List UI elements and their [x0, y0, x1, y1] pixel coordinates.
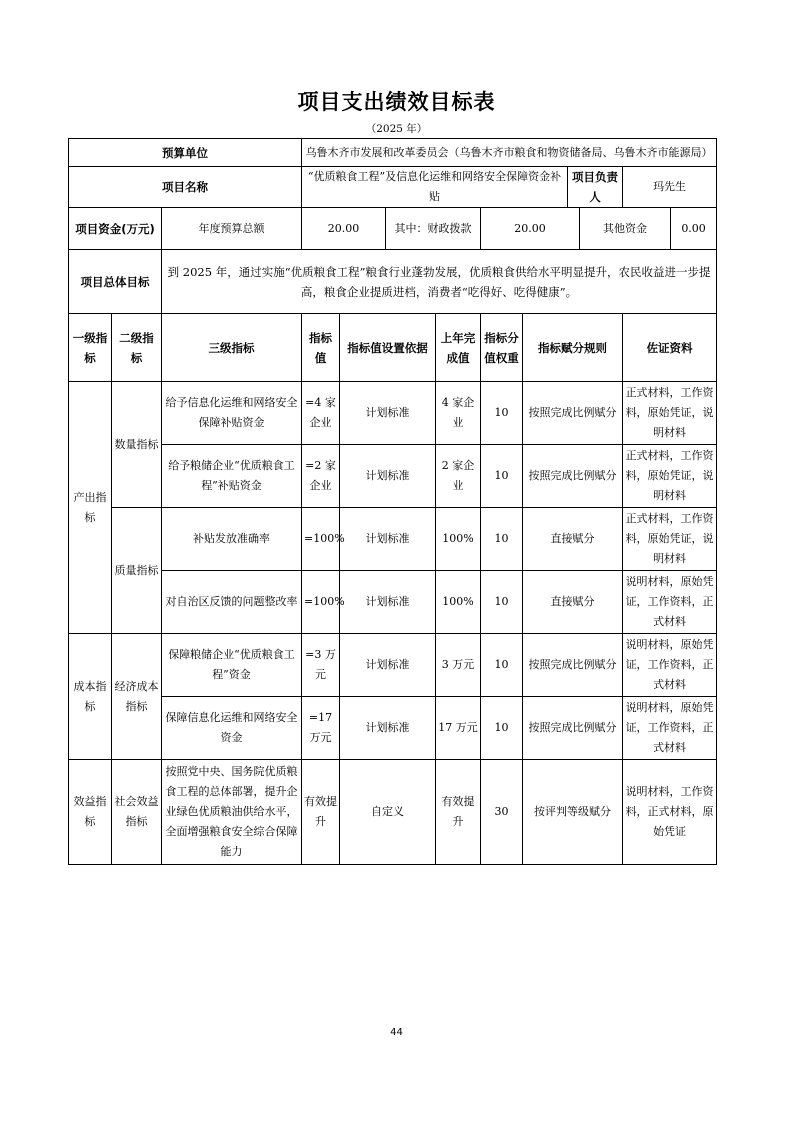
fiscal-allocation-label: 其中：财政拨款: [386, 208, 481, 250]
indicator-rule: 按照完成比例赋分: [523, 697, 623, 760]
indicator-weight: 10: [481, 382, 523, 445]
budget-unit-value: 乌鲁木齐市发展和改革委员会（乌鲁木齐市粮食和物资储备局、乌鲁木齐市能源局）: [302, 139, 717, 167]
header-value: 指标值: [302, 314, 340, 382]
indicator-weight: 30: [481, 760, 523, 865]
other-funds-label: 其他资金: [580, 208, 671, 250]
group-cost: 成本指标: [69, 634, 112, 760]
indicator-basis: 计划标准: [340, 571, 436, 634]
annual-budget-label: 年度预算总额: [162, 208, 302, 250]
indicator-last-year: 17 万元: [436, 697, 481, 760]
indicator-desc: 按照党中央、国务院优质粮食工程的总体部署，提升企业绿色优质粮油供给水平，全面增强粮食安全综合保障能力: [162, 760, 302, 865]
indicator-basis: 计划标准: [340, 697, 436, 760]
indicator-evidence: 正式材料，工作资料，原始凭证，说明材料: [623, 382, 717, 445]
indicator-evidence: 正式材料，工作资料，原始凭证，说明材料: [623, 508, 717, 571]
budget-unit-row: [69, 139, 717, 167]
indicator-rule: 直接赋分: [523, 571, 623, 634]
indicator-last-year: 2 家企业: [436, 445, 481, 508]
group-social-benefit: 社会效益指标: [112, 760, 162, 865]
indicator-desc: 保障粮储企业“优质粮食工程”资金: [162, 634, 302, 697]
performance-target-table: [68, 138, 717, 865]
indicator-value: =100%: [302, 508, 340, 571]
indicator-rule: 按评判等级赋分: [523, 760, 623, 865]
indicator-last-year: 100%: [436, 571, 481, 634]
budget-unit-label: 预算单位: [69, 139, 302, 167]
project-funds-row: [69, 208, 717, 250]
indicator-last-year: 100%: [436, 508, 481, 571]
header-weight: 指标分值权重: [481, 314, 523, 382]
project-name-label: 项目名称: [69, 167, 302, 208]
indicator-desc: 给予信息化运维和网络安全保障补贴资金: [162, 382, 302, 445]
indicator-weight: 10: [481, 571, 523, 634]
table-row: [69, 571, 717, 634]
indicator-weight: 10: [481, 634, 523, 697]
group-economic-cost: 经济成本指标: [112, 634, 162, 760]
indicator-value: =17 万元: [302, 697, 340, 760]
table-row: [69, 760, 717, 865]
page-title: 项目支出绩效目标表: [297, 90, 496, 114]
indicator-basis: 计划标准: [340, 445, 436, 508]
indicator-desc: 给予粮储企业“优质粮食工程”补贴资金: [162, 445, 302, 508]
indicator-rule: 按照完成比例赋分: [523, 382, 623, 445]
table-row: [69, 634, 717, 697]
group-benefit: 效益指标: [69, 760, 112, 865]
indicator-value: =4 家企业: [302, 382, 340, 445]
indicator-evidence: 正式材料，工作资料，原始凭证，说明材料: [623, 445, 717, 508]
overall-goal-text: 到 2025 年，通过实施“优质粮食工程”粮食行业蓬勃发展，优质粮食供给水平明显提升，农民收益进一步提高，粮食企业提质进档，消费者“吃得好、吃得健康”。: [162, 250, 717, 314]
indicator-last-year: 有效提升: [436, 760, 481, 865]
header-basis: 指标值设置依据: [340, 314, 436, 382]
table-row: [69, 697, 717, 760]
indicator-value: =2 家企业: [302, 445, 340, 508]
indicator-last-year: 3 万元: [436, 634, 481, 697]
indicator-evidence: 说明材料，原始凭证，工作资料，正式材料: [623, 697, 717, 760]
indicator-value: 有效提升: [302, 760, 340, 865]
header-evidence: 佐证资料: [623, 314, 717, 382]
indicator-evidence: 说明材料，原始凭证，工作资料，正式材料: [623, 634, 717, 697]
group-output: 产出指标: [69, 382, 112, 634]
group-quality: 质量指标: [112, 508, 162, 634]
indicator-basis: 计划标准: [340, 634, 436, 697]
header-rule: 指标赋分规则: [523, 314, 623, 382]
overall-goal-label: 项目总体目标: [69, 250, 162, 314]
project-name-value: “优质粮食工程”及信息化运维和网络安全保障资金补贴: [302, 167, 568, 208]
indicator-weight: 10: [481, 445, 523, 508]
indicator-rule: 按照完成比例赋分: [523, 634, 623, 697]
indicator-value: =100%: [302, 571, 340, 634]
header-level1: 一级指标: [69, 314, 112, 382]
header-last-year: 上年完成值: [436, 314, 481, 382]
table-row: [69, 445, 717, 508]
indicator-basis: 自定义: [340, 760, 436, 865]
project-name-row: [69, 167, 717, 208]
indicator-weight: 10: [481, 508, 523, 571]
table-row: [69, 508, 717, 571]
group-quantity: 数量指标: [112, 382, 162, 508]
indicator-last-year: 4 家企业: [436, 382, 481, 445]
page-number: 44: [390, 1027, 403, 1038]
project-owner-label: 项目负责人: [568, 167, 623, 208]
indicator-rule: 直接赋分: [523, 508, 623, 571]
indicator-rule: 按照完成比例赋分: [523, 445, 623, 508]
indicator-evidence: 说明材料，工作资料，正式材料，原始凭证: [623, 760, 717, 865]
fiscal-allocation-value: 20.00: [481, 208, 580, 250]
project-funds-label: 项目资金(万元): [69, 208, 162, 250]
header-level2: 二级指标: [112, 314, 162, 382]
header-level3: 三级指标: [162, 314, 302, 382]
indicator-desc: 保障信息化运维和网络安全资金: [162, 697, 302, 760]
indicator-value: =3 万元: [302, 634, 340, 697]
indicator-header-row: [69, 314, 717, 382]
indicator-desc: 对自治区反馈的问题整改率: [162, 571, 302, 634]
annual-budget-value: 20.00: [302, 208, 386, 250]
overall-goal-row: [69, 250, 717, 314]
indicator-basis: 计划标准: [340, 508, 436, 571]
indicator-desc: 补贴发放准确率: [162, 508, 302, 571]
indicator-evidence: 说明材料，原始凭证，工作资料，正式材料: [623, 571, 717, 634]
project-owner-value: 玛先生: [623, 167, 717, 208]
indicator-weight: 10: [481, 697, 523, 760]
year-subtitle: （2025 年）: [365, 123, 428, 135]
other-funds-value: 0.00: [671, 208, 717, 250]
indicator-basis: 计划标准: [340, 382, 436, 445]
table-row: [69, 382, 717, 445]
